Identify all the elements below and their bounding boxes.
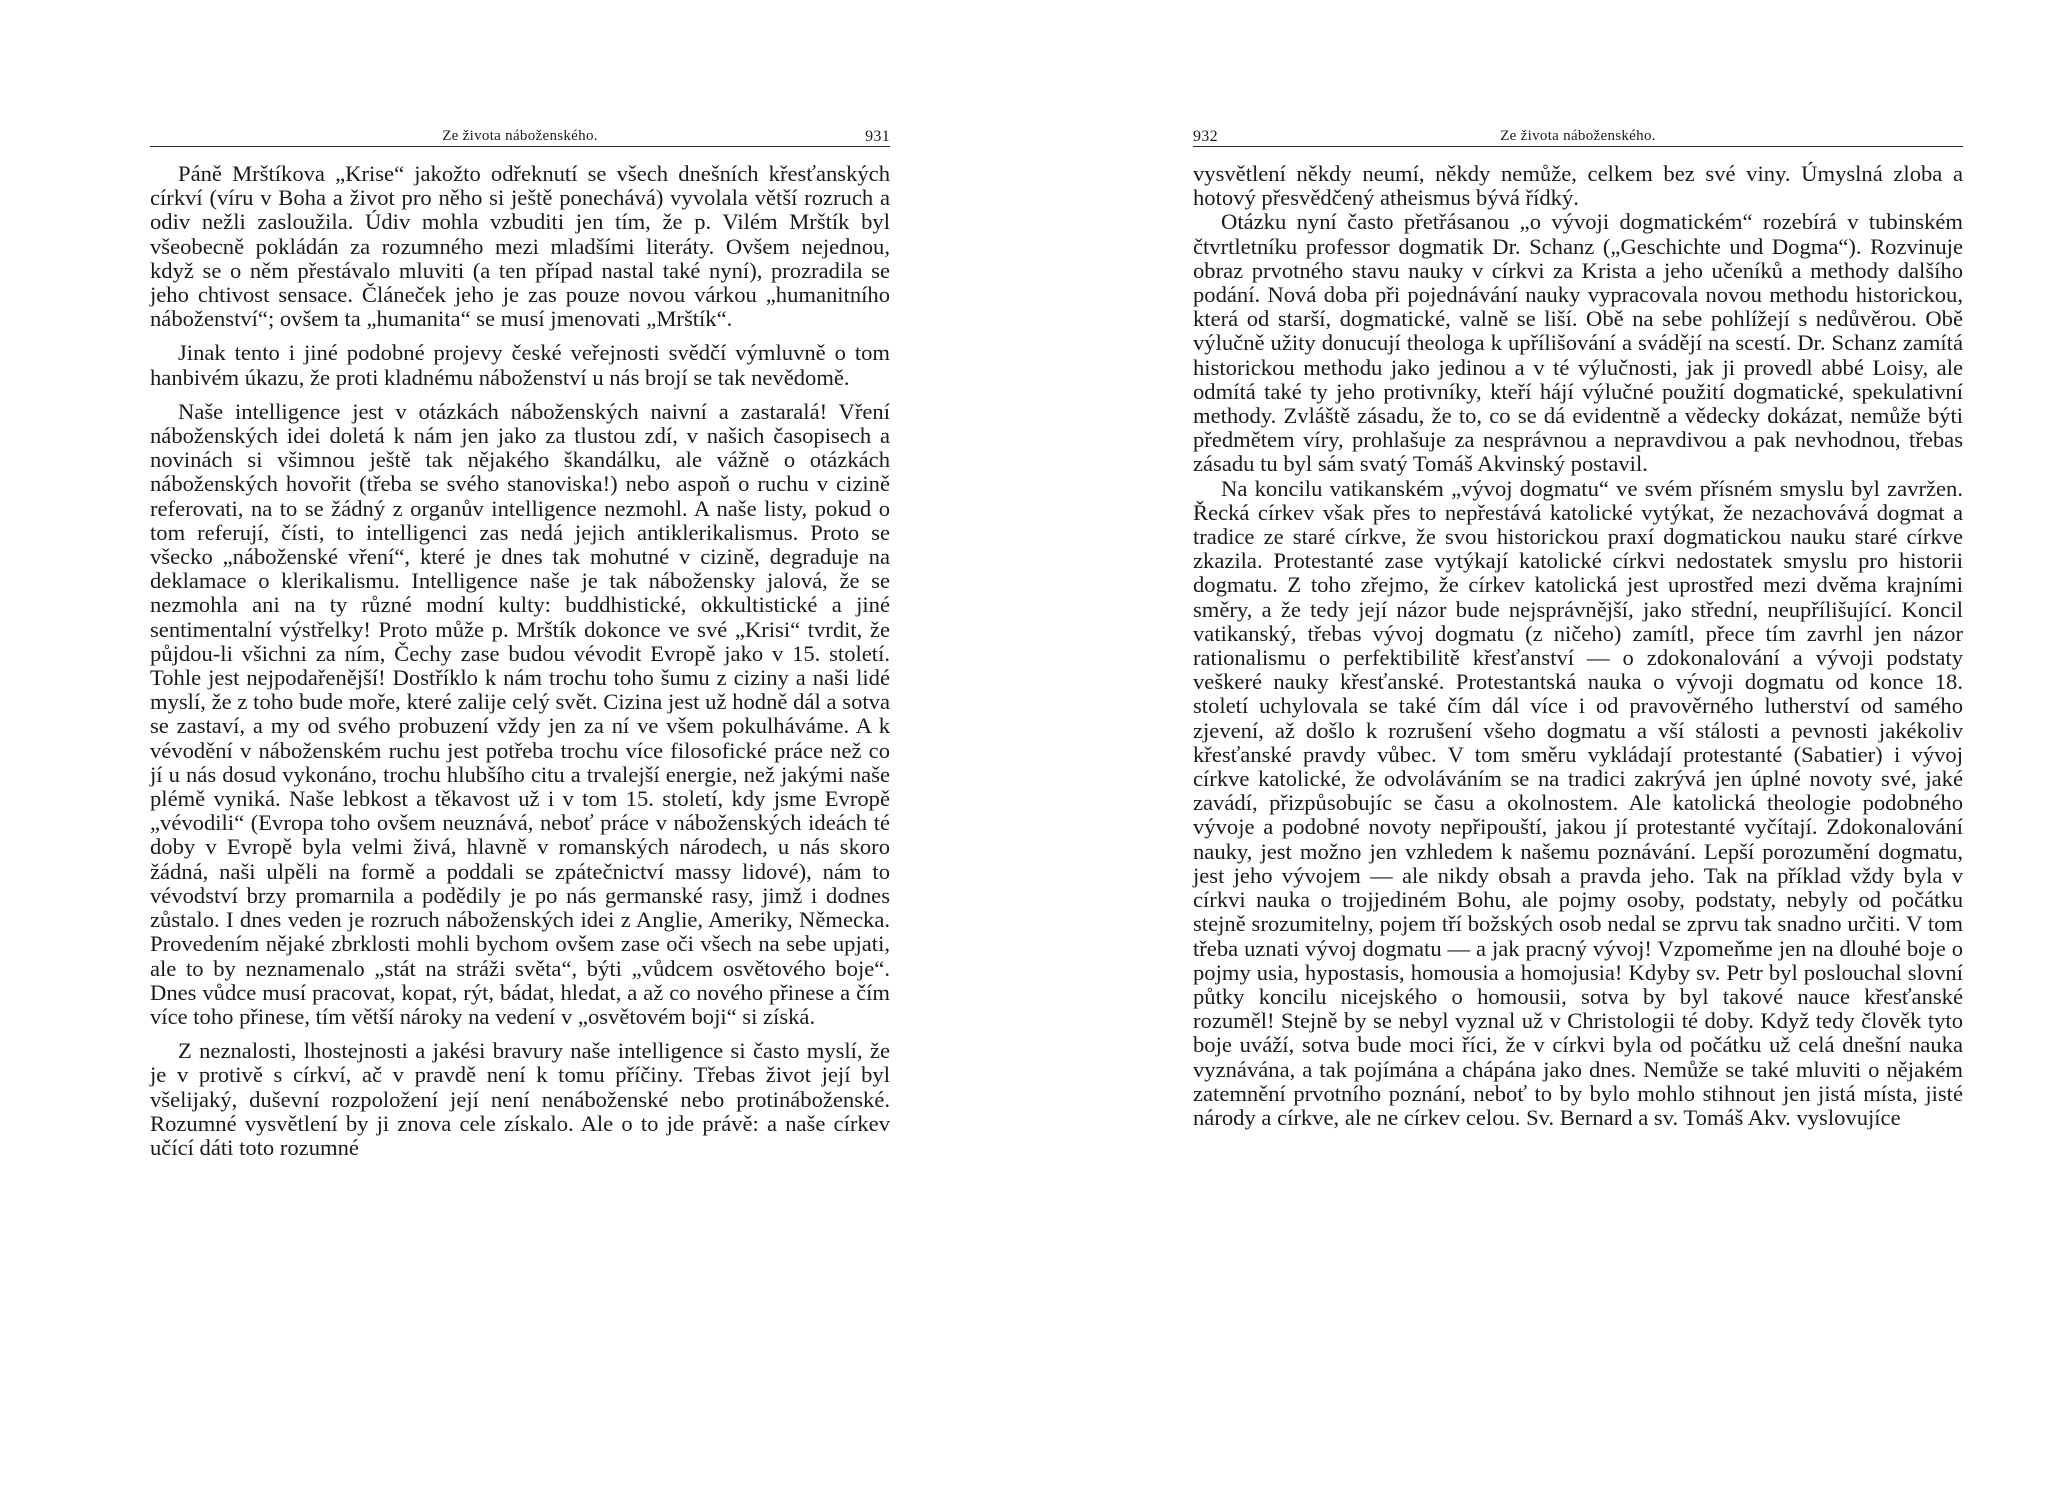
right-header-rule xyxy=(1193,146,1963,147)
left-body-text xyxy=(150,162,890,1170)
right-body-text xyxy=(1193,162,1963,1130)
right-page-number: 932 xyxy=(1193,128,1218,145)
left-paragraph-3: Naše intelligence jest v otázkách náboženských naivní a zastaralá! Vření náboženských idei doletá k nám jen jako za tlustou zdí, v našich časopisech a novinách si všimnou ještě tak nějakého škandálku, ale vážně o otázkách náboženských hovořit (třeba se svého stanoviska!) nebo aspoň o ruchu v cizině referovati, na to se žádný z organův intelligence nezmohl. A naše listy, pokud o tom referují, čísti, to intelligenci zas nedá jejich antiklerikalismus. Proto se všecko „náboženské vření“, které je dnes tak mohutné v cizině, degraduje na deklamace o klerikalismu. Intelligence naše je tak nábožensky jalová, že se nezmohla ani na ty různé modní kulty: buddhistické, okkultistické a jiné sentimentalní výstřelky! Proto může p. Mrštík dokonce ve své „Krisi“ tvrdit, že půjdou-li všichni za ním, Čechy zase budou vévodit Evropě jako v 15. století. Tohle jest nejpodařenější! Dostříklo k nám trochu toho šumu z ciziny a naši lidé myslí, že z toho bude moře, které zalije celý svět. Cizina jest už hodně dál a sotva se zastaví, a my od svého probuzení vždy jen za ní ve všem pokulháváme. A k vévodění v náboženském ruchu jest potřeba trochu více filosofické práce než co jí u nás dosud vykonáno, trochu hlubšího citu a trvalejší energie, než jakými naše plémě vyniká. Naše lebkost a těkavost už i v tom 15. století, kdy jsme Evropě „vévodili“ (Evropa toho ovšem neuznává, neboť práce v náboženských ideách té doby v Evropě byla velmi živá, hlavně v romanských národech, u nás skoro žádná, naši ulpěli na formě a poddali se zpátečnictví massy lidové), nám to vévodství brzy promarnila a podědily je po nás germanské rasy, jimž i dodnes zůstalo. I dnes veden je rozruch náboženských idei z Anglie, Ameriky, Německa. Provedením nějaké zbrklosti mohli bychom ovšem zase oči všech na sebe upjati, ale to by neznamenalo „stát na stráži světa“, býti „vůdcem osvětového boje“. Dnes vůdce musí pracovat, kopat, rýt, bádat, hledat, a až co nového přinese a čím více toho přinese, tím větší nároky na vedení v „osvětovém boji“ si získá. xyxy=(150,398,890,1029)
left-page-number: 931 xyxy=(865,128,890,145)
right-paragraph-3: Na koncilu vatikanském „vývoj dogmatu“ ve svém přísném smyslu byl zavržen. Řecká církev však přes to nepřestává katolické vytýkat, že nezachovává dogmat a tradice ze staré církve, že svou historickou praxí dogmatickou nauku staré církve zkazila. Protestanté zase vytýkají katolické církvi nedostatek smyslu pro historii dogmatu. Z toho zřejmo, že církev katolická jest uprostřed mezi dvěma krajními směry, a že tedy její názor bude nejsprávnější, jako střední, neupřílišující. Koncil vatikanský, třebas vývoj dogmatu (z ničeho) zamítl, přece tím zavrhl jen názor rationalismu o perfektibilitě křesťanství — o zdokonalování a vývoji podstaty veškeré nauky křesťanské. Protestantská nauka o vývoji dogmatu od konce 18. století uchylovala se také čím dál více i od pravověrného lutherství od samého zjevení, až došlo k rozrušení všeho dogmatu a vší stálosti a pevnosti jakékoliv křesťanské pravdy vůbec. V tom směru vykládají protestanté (Sabatier) i vývoj církve katolické, že odvoláváním se na tradici zakrývá jen úplné novoty své, jaké zavádí, přizpůsobujíc se času a okolnostem. Ale katolická theologie podobného vývoje a podobné novoty nepřipouští, jakou jí protestanté vyčítají. Zdokonalování nauky, jest možno jen vzhledem k našemu poznávání. Lepší porozumění dogmatu, jest jeho vývojem — ale nikdy obsah a pravda jeho. Tak na příklad vždy byla v církvi nauka o trojjediném Bohu, ale pojmy osoby, podstaty, nebyly od počátku stejně srozumitelny, pojem tří božských osob nedal se zprvu tak snadno určiti. V tom třeba uznati vývoj dogmatu — a jak pracný vývoj! Vzpomeňme jen na dlouhé boje o pojmy usia, hypostasis, homousia a homojusia! Kdyby sv. Petr byl poslouchal slovní půtky koncilu nicejského o homousii, sotva by byl takové nauce křesťanské rozuměl! Stejně by se nebyl vyznal už v Christologii té doby. Když tedy člověk tyto boje uváží, sotva bude moci říci, že v církvi byla od počátku už celá dnešní nauka vyznávána, a tak pojímána a chápána jako dnes. Nemůže se také mluviti o nějakém zatemnění prvotního poznání, neboť to by bylo mohlo stihnout jen jistá místa, jisté národy a církve, ale ne církev celou. Sv. Bernard a sv. Tomáš Akv. vyslovujíce xyxy=(1193,475,1963,1130)
right-paragraph-1: vysvětlení někdy neumí, někdy nemůže, celkem bez své viny. Úmyslná zloba a hotový přesvědčený atheismus bývá řídký. xyxy=(1193,161,1963,211)
left-paragraph-1: Páně Mrštíkova „Krise“ jakožto odřeknutí se všech dnešních křesťanských církví (víru v Boha a život pro něho si ještě ponechává) vyvolala větší rozruch a odiv nežli zasloužila. Údiv mohla vzbuditi jen tím, že p. Vilém Mrštík byl všeobecně pokládán za rozumného mezi mladšími literáty. Ovšem nejednou, když se o něm přestávalo mluviti (a ten případ nastal také nyní), prozradila se jeho chtivost sensace. Článeček jeho je zas pouze novou várkou „humanitního náboženství“; ovšem ta „humanita“ se musí jmenovati „Mrštík“. xyxy=(150,161,890,332)
left-paragraph-4: Z neznalosti, lhostejnosti a jakési bravury naše intelligence si často myslí, že je v protivě s církví, ač v pravdě není k tomu příčiny. Třebas život její byl všelijaký, duševní rozpoložení její není nenáboženské nebo protináboženské. Rozumné vysvětlení by ji znova cele získalo. Ale o to jde právě: a naše církev učící dáti toto rozumné xyxy=(150,1038,890,1160)
right-running-head-title: Ze života náboženského. xyxy=(1500,128,1656,144)
left-paragraph-2: Jinak tento i jiné podobné projevy české veřejnosti svědčí výmluvně o tom hanbivém úkazu, že proti kladnému náboženství u nás brojí se tak nevědomě. xyxy=(150,340,890,390)
right-paragraph-2: Otázku nyní často přetřásanou „o vývoji dogmatickém“ rozebírá v tubinském čtvrtletníku professor dogmatik Dr. Schanz („Geschichte und Dogma“). Rozvinuje obraz prvotného stavu nauky v církvi za Krista a jeho učeníků a methody dalšího podání. Nová doba při pojednávání nauky vypracovala novou methodu historickou, která od starší, dogmatické, valně se liší. Obě na sebe pohlížejí s nedůvěrou. Obě výlučně užity donucují theologa k upřílišování a svádějí na scestí. Dr. Schanz zamítá historickou methodu jako jedinou a v té výlučnosti, jak ji provedl abbé Loisy, ale odmítá také ty jeho protivníky, kteří hájí výlučné použití dogmatické, spekulativní methody. Zvláště zásadu, že to, co se dá evidentně a vědecky dokázat, nemůže býti předmětem víry, prohlašuje za nesprávnou a nepravdivou a pak nevhodnou, třebas zásadu tu byl sám svatý Tomáš Akvinský postavil. xyxy=(1193,209,1963,477)
left-header-rule xyxy=(150,146,890,147)
left-running-head-title: Ze života náboženského. xyxy=(442,128,598,144)
right-page xyxy=(1033,0,2066,1500)
